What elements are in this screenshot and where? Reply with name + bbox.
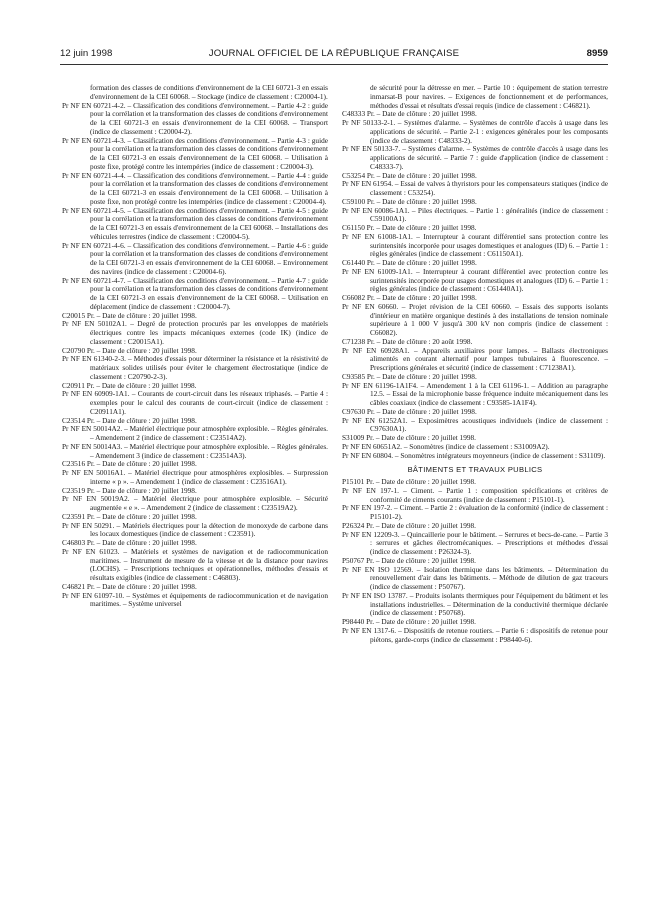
standard-entry: C20911 Pr. – Date de clôture : 20 juillet 1998. xyxy=(62,380,197,390)
standard-entry: P98440 Pr. – Date de clôture : 20 juillet 1998. xyxy=(342,617,476,626)
standard-entry: Pr NF EN 60721-4-4. – Classification des conditions d'environnement. – Partie 4-4 : guide pour la corrélation et la transformation des classes de conditions d'environnement de la CEI 60721-3 en essais d'environnement de la CEI 60068. – Utilisation à poste fixe, non protégé contre les intempéries (indice de classement : C20004-4). xyxy=(62,170,328,206)
standard-entry: C23591 Pr. – Date de clôture : 20 juillet 1998. xyxy=(62,511,197,521)
standard-entry: Pr NF EN 60721-4-7. – Classification des conditions d'environnement. – Partie 4-7 : guide pour la corrélation et la transformation des classes de conditions d'environnement de la CEI 60721-3 en essais d'environnement de la CEI 60068. – Utilisation en déplacement (indice de classement : C20004-7). xyxy=(62,275,328,311)
standard-entry: C93585 Pr. – Date de clôture : 20 juillet 1998. xyxy=(342,371,477,381)
standard-entry: Pr NF EN 50291. – Matériels électriques pour la détection de monoxyde de carbone dans les locaux domestiques (indice de classement : C23591). xyxy=(62,520,328,539)
standard-entry: Pr NF EN 60721-4-2. – Classification des conditions d'environnement. – Partie 4-2 : guide pour la corrélation et la transformation des classes de conditions d'environnement de la CEI 60721-3 en essais d'environnement de la CEI 60068. – Transport (indice de classement : C20004-2). xyxy=(62,100,328,136)
standard-entry: C71238 Pr. – Date de clôture : 20 août 1998. xyxy=(342,336,473,346)
standard-entry: C23514 Pr. – Date de clôture : 20 juillet 1998. xyxy=(62,415,197,425)
standard-entry: Pr NF EN 60651A2. – Sonomètres (indice de classement : S31009A2). xyxy=(342,441,550,451)
standard-entry: Pr NF EN 61008-1A1. – Interrupteur à courant différentiel sans protection contre les surintensités incorporée pour usages domestiques et analogues (ID) 6. – Partie 1 : règles générales (indice de classement : C61150A1). xyxy=(342,231,608,259)
standard-entry: P26324 Pr. – Date de clôture : 20 juillet 1998. xyxy=(342,520,476,530)
standard-entry: Pr NF EN 61023. – Matériels et systèmes de navigation et de radiocommunication maritimes. – Instrument de mesure de la vitesse et de la distance pour navires (LOCHS). – Prescriptions techniques et opérationnelles, méthodes d'essais et résultats exigibles (indice de classement : C46803). xyxy=(62,546,328,582)
standard-entry: Pr NF EN 61954. – Essai de valves à thyristors pour les compensateurs statiques (indice de classement : C53254). xyxy=(342,179,608,197)
standard-entry: Pr NF EN 197-2. – Ciment. – Partie 2 : évaluation de la conformité (indice de classement : P15101-2). xyxy=(342,503,608,521)
standard-entry: P15101 Pr. – Date de clôture : 20 juillet 1998. xyxy=(342,477,476,486)
standard-entry: C23516 Pr. – Date de clôture : 20 juillet 1998. xyxy=(62,459,197,469)
left-column xyxy=(62,84,328,609)
standard-entry: C53254 Pr. – Date de clôture : 20 juillet 1998. xyxy=(342,170,477,180)
standard-entry: Pr NF EN 197-1. – Ciment. – Partie 1 : composition spécifications et critères de conformité de ciments courants (indice de classement : P15101-1). xyxy=(342,485,608,504)
standard-entry: P50767 Pr. – Date de clôture : 20 juillet 1998. xyxy=(342,555,476,565)
standard-entry: Pr NF EN 1317-6. – Dispositifs de retenue routiers. – Partie 6 : dispositifs de retenue pour piétons, garde-corps (indice de classement : P98440-6). xyxy=(342,625,608,644)
standard-entry: Pr NF EN 61196-1A1F4. – Amendement 1 à la CEI 61196-1. – Addition au paragraphe 12.5. – Essai de la microphonie basse fréquence induite mécaniquement dans les câbles coaxiaux (indice de classement : C93585-1A1F4). xyxy=(342,380,608,407)
standard-entry: Pr NF EN 60721-4-5. – Classification des conditions d'environnement. – Partie 4-5 : guide pour la corrélation et la transformation des classes de conditions d'environnement de la CEI 60721-3 en essais d'environnement de la CEI 60068. – Installations des véhicules terrestres (indice de classement : C20004-5). xyxy=(62,205,328,241)
standard-entry: Pr NF EN 50014A2. – Matériel électrique pour atmosphère explosible. – Règles générales. – Amendement 2 (indice de classement : C23514A2). xyxy=(62,424,328,442)
standard-entry: Pr NF EN ISO 12569. – Isolation thermique dans les bâtiments. – Détermination du renouvellement d'air dans les bâtiments. – Méthode de dilution de gaz traceurs (indice de classement : P50767). xyxy=(342,564,608,591)
standard-entry: C61440 Pr. – Date de clôture : 20 juillet 1998. xyxy=(342,258,477,267)
standard-entry: Pr NF EN 60909-1A1. – Courants de court-circuit dans les réseaux triphasés. – Partie 4 : exemples pour le calcul des courants de court-circuit (indice de classement : C20911A1). xyxy=(62,389,328,416)
entry-continuation: de sécurité pour la détresse en mer. – Partie 10 : équipement de station terrestre inmarsat-B pour navires. – Exigences de fonctionnement et de performances, méthodes d'essai et résultats d'essai requis (indice de classement : C46821). xyxy=(370,83,608,110)
standard-entry: C59100 Pr. – Date de clôture : 20 juillet 1998. xyxy=(342,196,477,206)
standard-entry: Pr NF EN 60086-1A1. – Piles électriques. – Partie 1 : généralités (indice de classement : C59100A1). xyxy=(342,205,608,224)
standard-entry: Pr NF EN 61009-1A1. – Interrupteur à courant différentiel avec protection contre les surintensités incorporée pour usages domestiques et analogues (ID) 6. – Partie 1 : règles générales (indice de classement : C61440A1). xyxy=(342,266,608,294)
standard-entry: Pr NF EN 60660. – Projet révision de la CEI 60660. – Essais des supports isolants d'intérieur en matière organique destinés à des installations de tension nominale supérieure à 1 000 V jusqu'à 300 kV non compris (indice de classement : C66082). xyxy=(342,301,608,337)
section-heading: BÂTIMENTS ET TRAVAUX PUBLICS xyxy=(407,465,543,475)
journal-title: JOURNAL OFFICIEL DE LA RÉPUBLIQUE FRANÇAISE xyxy=(208,48,460,59)
standard-entry: Pr NF EN 50019A2. – Matériel électrique pour atmosphère explosible. – Sécurité augmentée « e ». – Amendement 2 (indice de classement : C23519A2). xyxy=(62,494,328,512)
standard-entry: S31009 Pr. – Date de clôture : 20 juillet 1998. xyxy=(342,433,476,442)
standard-entry: C61150 Pr. – Date de clôture : 20 juillet 1998. xyxy=(342,223,477,232)
standard-entry: Pr NF EN 61340-2-3. – Méthodes d'essais pour déterminer la résistance et la résistivité de matériaux solides utilisés pour éviter le chargement électrostatique (indice de classement : C20790-2-3). xyxy=(62,354,328,381)
standard-entry: Pr NF EN 50016A1. – Matériel électrique pour atmosphères explosibles. – Surpression interne « p ». – Amendement 1 (indice de classement : C23516A1). xyxy=(62,468,328,486)
standard-entry: C20790 Pr. – Date de clôture : 20 juillet 1998. xyxy=(62,345,197,355)
standard-entry: C48333 Pr. – Date de clôture : 20 juillet 1998. xyxy=(342,109,477,119)
standard-entry: Pr NF EN 60804. – Sonomètres intégrateurs moyenneurs (indice de classement : S31109). xyxy=(342,450,606,460)
standard-entry: C46803 Pr. – Date de clôture : 20 juillet 1998. xyxy=(62,538,197,547)
page-number: 8959 xyxy=(586,48,608,59)
issue-date: 12 juin 1998 xyxy=(60,48,113,59)
standard-entry: Pr NF EN 60928A1. – Appareils auxiliaires pour lampes. – Ballasts électroniques alimentés en courant alternatif pour lampes tubulaires à fluorescence. – Prescriptions générales et sécurité (indice de classement : C71238A1). xyxy=(342,345,608,372)
standard-entry: C97630 Pr. – Date de clôture : 20 juillet 1998. xyxy=(342,406,477,416)
standard-entry: Pr NF EN 50133-7. – Systèmes d'alarme. – Systèmes de contrôle d'accès à usage dans les applications de sécurité. – Partie 7 : guide d'application (indice de classement : C48333-7). xyxy=(342,144,608,171)
standard-entry: Pr NF EN 50102A1. – Degré de protection procurés par les enveloppes de matériels électriques contre les impacts mécaniques externes (code IK) (indice de classement : C20015A1). xyxy=(62,319,328,346)
standard-entry: Pr NF EN 61252A1. – Exposimètres acoustiques individuels (indice de classement : C97630A1). xyxy=(342,415,608,434)
standard-entry: Pr NF EN 12209-3. – Quincaillerie pour le bâtiment. – Serrures et becs-de-cane. – Partie 3 : serrures et gâches électromécaniques. – Prescriptions et méthodes d'essai (indice de classement : P26324-3). xyxy=(342,529,608,556)
page-header xyxy=(60,47,608,61)
standard-entry: C20015 Pr. – Date de clôture : 20 juillet 1998. xyxy=(62,310,197,320)
standard-entry: C66082 Pr. – Date de clôture : 20 juillet 1998. xyxy=(342,293,477,302)
entry-continuation: formation des classes de conditions d'environnement de la CEI 60721-3 en essais d'environnement de la CEI 60068. – Stockage (indice de classement : C20004-1). xyxy=(90,83,328,101)
standard-entry: Pr NF EN ISO 13787. – Produits isolants thermiques pour l'équipement du bâtiment et les installations industrielles. – Détermination de la conductivité thermique déclarée (indice de classement : P50768). xyxy=(342,590,608,618)
standard-entry: C46821 Pr. – Date de clôture : 20 juillet 1998. xyxy=(62,581,197,591)
header-rule xyxy=(60,64,608,65)
standard-entry: Pr NF EN 50014A3. – Matériel électrique pour atmosphère explosible. – Règles générales. – Amendement 3 (indice de classement : C23514A3). xyxy=(62,441,328,460)
standard-entry: Pr NF EN 60721-4-3. – Classification des conditions d'environnement. – Partie 4-3 : guide pour la corrélation et la transformation des classes de conditions d'environnement de la CEI 60721-3 en essais d'environnement de la CEI 60068. – Utilisation à poste fixe, protégé contre les intempéries (indice de classement : C20004-3). xyxy=(62,135,328,171)
standard-entry: C23519 Pr. – Date de clôture : 20 juillet 1998. xyxy=(62,485,197,495)
standard-entry: Pr NF EN 60721-4-6. – Classification des conditions d'environnement. – Partie 4-6 : guide pour la corrélation et la transformation des classes de conditions d'environnement de la CEI 60721-3 en essais d'environnement de la CEI 60068. – Environnement des navires (indice de classement : C20004-6). xyxy=(62,240,328,276)
standard-entry: Pr NF EN 61097-10. – Systèmes et équipements de radiocommunication et de navigation maritimes. – Système universel xyxy=(62,590,328,609)
standard-entry: Pr NF 50133-2-1. – Systèmes d'alarme. – Systèmes de contrôle d'accès à usage dans les applications de sécurité. – Partie 2-1 : exigences générales pour les composants (indice de classement : C48333-2). xyxy=(342,118,608,145)
right-column xyxy=(342,84,608,644)
